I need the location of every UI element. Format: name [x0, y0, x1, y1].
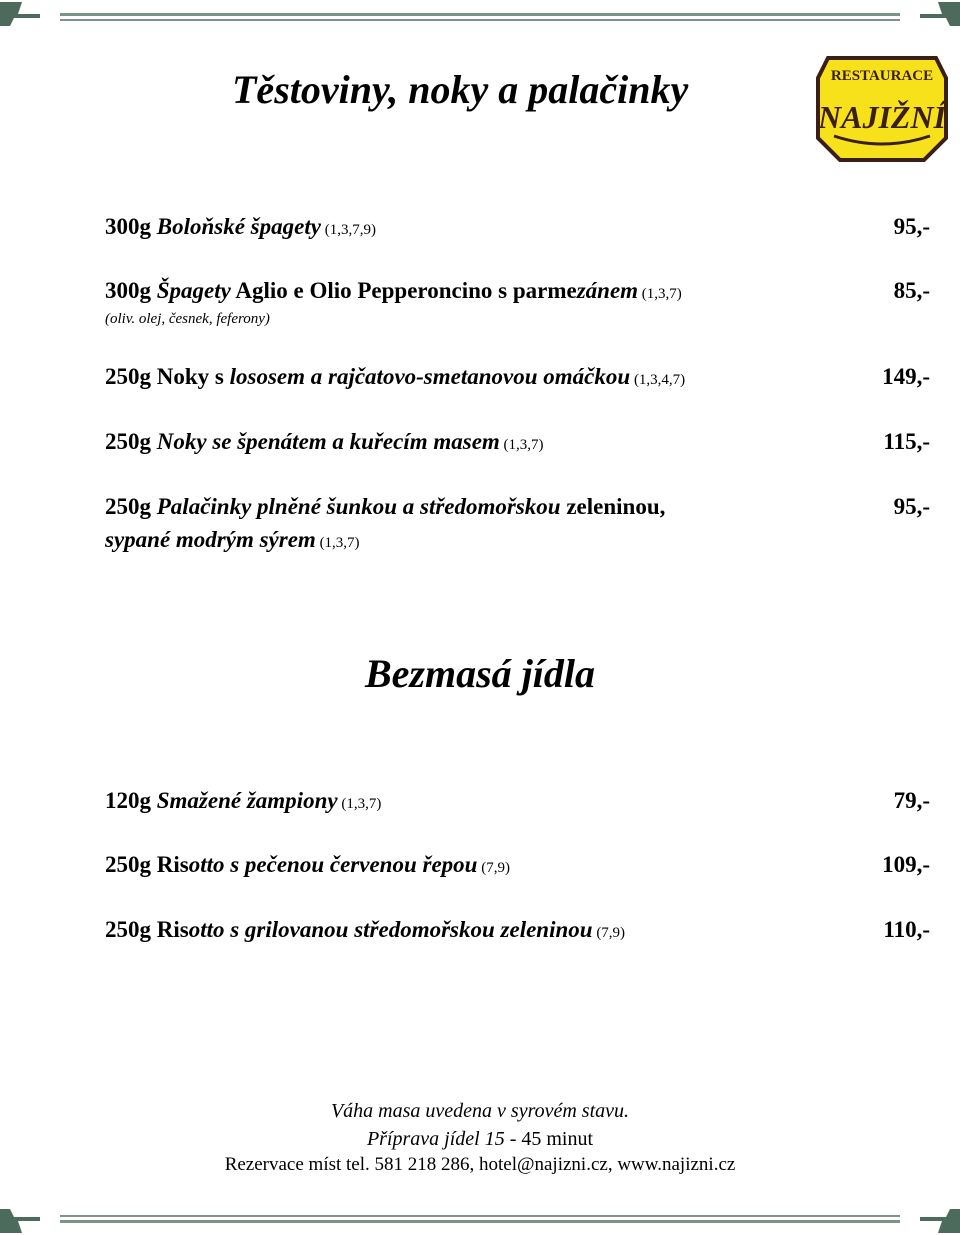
price: 110,-	[883, 917, 930, 942]
top-decorative-border	[0, 0, 960, 30]
logo-name: NAJIŽNÍ	[817, 99, 947, 135]
menu-item: 300g Špagety Aglio e Olio Pepperoncino s parmezánem (1,3,7) 85,-	[105, 275, 930, 307]
footer-contact: Rezervace míst tel. 581 218 286, hotel@najizni.cz, www.najizni.cz	[224, 1154, 736, 1175]
menu-item: 250g Risotto s grilovanou středomořskou zeleninou (7,9) 110,-	[105, 914, 930, 946]
price: 109,-	[882, 852, 930, 877]
logo-top-text: RESTAURACE	[830, 68, 934, 84]
section-title: Bezmasá jídla	[364, 651, 596, 696]
menu-item: 300g Boloňské špagety (1,3,7,9) 95,-	[105, 211, 930, 243]
menu-item: 250g Palačinky plněné šunkou a středomořskou zeleninou, 95,-	[105, 491, 930, 523]
price: 115,-	[883, 429, 930, 454]
item-note: (oliv. olej, česnek, feferony)	[105, 311, 270, 327]
price: 149,-	[882, 364, 930, 389]
menu-item: 250g Risotto s pečenou červenou řepou (7,9) 109,-	[105, 849, 930, 881]
bottom-decorative-border	[0, 1205, 960, 1235]
page-title: Těstoviny, noky a palačinky	[232, 67, 689, 112]
footer-preparation-time: Příprava jídel 15 - 45 minut	[366, 1128, 594, 1150]
restaurant-logo	[812, 44, 952, 164]
menu-item-line2: sypané modrým sýrem (1,3,7)	[105, 527, 360, 552]
footer-weight-note: Váha masa uvedena v syrovém stavu.	[330, 1100, 630, 1122]
price: 95,-	[893, 214, 930, 239]
price: 79,-	[893, 788, 930, 813]
price: 85,-	[893, 278, 930, 303]
menu-item: 250g Noky se špenátem a kuřecím masem (1,3,7) 115,-	[105, 426, 930, 458]
price: 95,-	[893, 494, 930, 519]
menu-item: 250g Noky s lososem a rajčatovo-smetanovou omáčkou (1,3,4,7) 149,-	[105, 361, 930, 393]
menu-item: 120g Smažené žampiony (1,3,7) 79,-	[105, 785, 930, 817]
